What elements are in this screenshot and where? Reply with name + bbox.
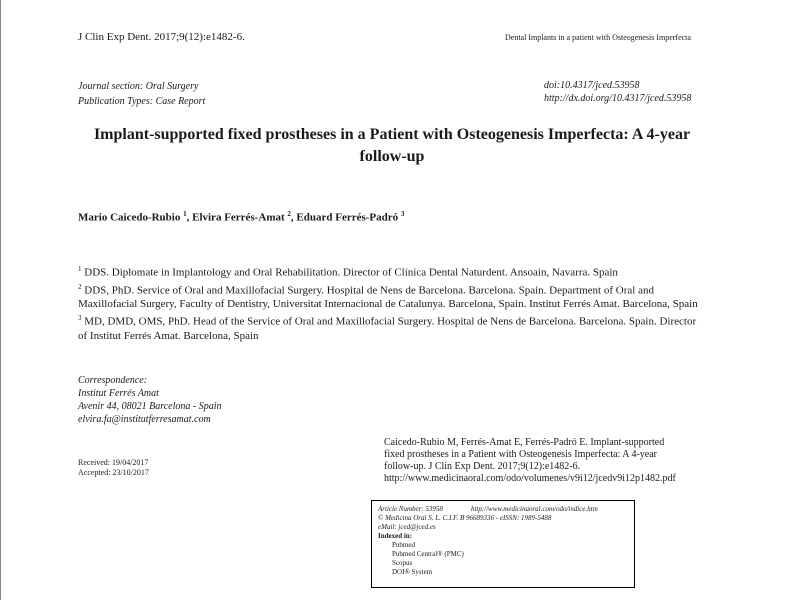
article-title: Implant-supported fixed prostheses in a Patient with Osteogenesis Imperfecta: A 4-year follow-up [93,126,691,165]
index-item: Scopus [392,559,413,567]
affiliation-mark: 1 [78,265,82,273]
info-article-row [378,505,628,514]
citation-line: follow-up. J Clin Exp Dent. 2017;9(12):e1482-6. [384,461,581,472]
affiliation-text: MD, DMD, OMS, PhD. Head of the Service of Oral and Maxillofacial Surgery. Hospital de Nens de Barcelona. Barcelona. Spain. Director of Institut Ferrés Amat. Barcelona, Spain [78,315,697,342]
received-date: Received: 19/04/2017 [78,458,149,467]
author-affiliation-mark: 2 [287,210,291,218]
author-affiliation-mark: 1 [183,210,187,218]
article-meta-left [78,79,205,109]
affiliation-text: DDS, PhD. Service of Oral and Maxillofacial Surgery. Hospital de Nens de Barcelona. Barcelona. Spain. Department of Oral and Maxillofacial Surgery, Faculty of Dentistry, Universitat Internacional de Catalunya. Barcelona, Spain. Institut Ferrés Amat. Barcelona, Spain [78,284,698,311]
publication-type: Publication Types: Case Report [78,96,206,107]
correspondence-institution: Institut Ferrés Amat [78,388,159,399]
author-affiliation-mark: 3 [400,210,405,218]
article-meta-right [544,79,691,105]
index-item: Pubmed [392,541,415,549]
doi-link[interactable]: http://dx.doi.org/10.4317/jced.53958 [544,93,692,104]
affiliation-item [78,280,708,312]
author-name: Mario Caicedo-Rubio [78,211,181,224]
affiliation-text: DDS. Diplomate in Implantology and Oral Rehabilitation. Director of Clínica Dental Naturdent. Ansoain, Navarra. Spain [84,266,618,279]
journal-reference: J Clin Exp Dent. 2017;9(12):e1482-6. [78,31,245,43]
affiliation-item [78,311,708,343]
correspondence-address: Avenir 44, 08021 Barcelona - Spain [78,401,222,412]
affiliation-mark: 2 [78,282,82,291]
citation-block [384,437,714,485]
affiliations [78,262,708,343]
author-list: Mario Caicedo-Rubio $^1$, Elvira Ferrés-Amat $^2$, Eduard Ferrés-Padró $^3$ [78,210,405,224]
citation-line: Caicedo-Rubio M, Ferrés-Amat E, Ferrés-Padró E. Implant-supported [384,437,665,448]
index-item: Pubmed Central® (PMC) [392,550,464,558]
journal-site-link[interactable]: http://www.medicinaoral.com/odo/indice.htm [470,505,598,513]
submission-dates [78,458,149,478]
correspondence-label: Correspondence: [78,375,148,386]
accepted-date: Accepted: 23/10/2017 [78,468,149,477]
affiliation-item [78,262,708,280]
author-name: Eduard Ferrés-Padró [296,211,399,224]
article-number: Article Number: 53958 [378,505,443,513]
correspondence-block [78,374,222,426]
citation-url[interactable]: http://www.medicinaoral.com/odo/volumenes/v9i12/jcedv9i12p1482.pdf [384,473,676,484]
doi-text: doi:10.4317/jced.53958 [544,80,640,91]
index-item: DOI® System [392,568,433,576]
journal-email[interactable]: eMail: jced@jced.es [378,523,436,531]
citation-line: fixed prostheses in a Patient with Osteogenesis Imperfecta: A 4-year [384,449,657,460]
author-name: Elvira Ferrés-Amat [192,211,285,224]
journal-section: Journal section: Oral Surgery [78,81,199,92]
copyright-notice: © Medicina Oral S. L. C.I.F. B 96689336 - eISSN: 1989-5488 [378,514,552,522]
indexed-in-label: Indexed in: [378,532,413,540]
running-title: Dental Implants in a patient with Osteogenesis Imperfecta [505,33,691,42]
article-info-box [371,500,635,588]
correspondence-email[interactable]: elvira.fa@institutferresamat.com [78,414,211,425]
affiliation-mark: 3 [78,314,82,323]
